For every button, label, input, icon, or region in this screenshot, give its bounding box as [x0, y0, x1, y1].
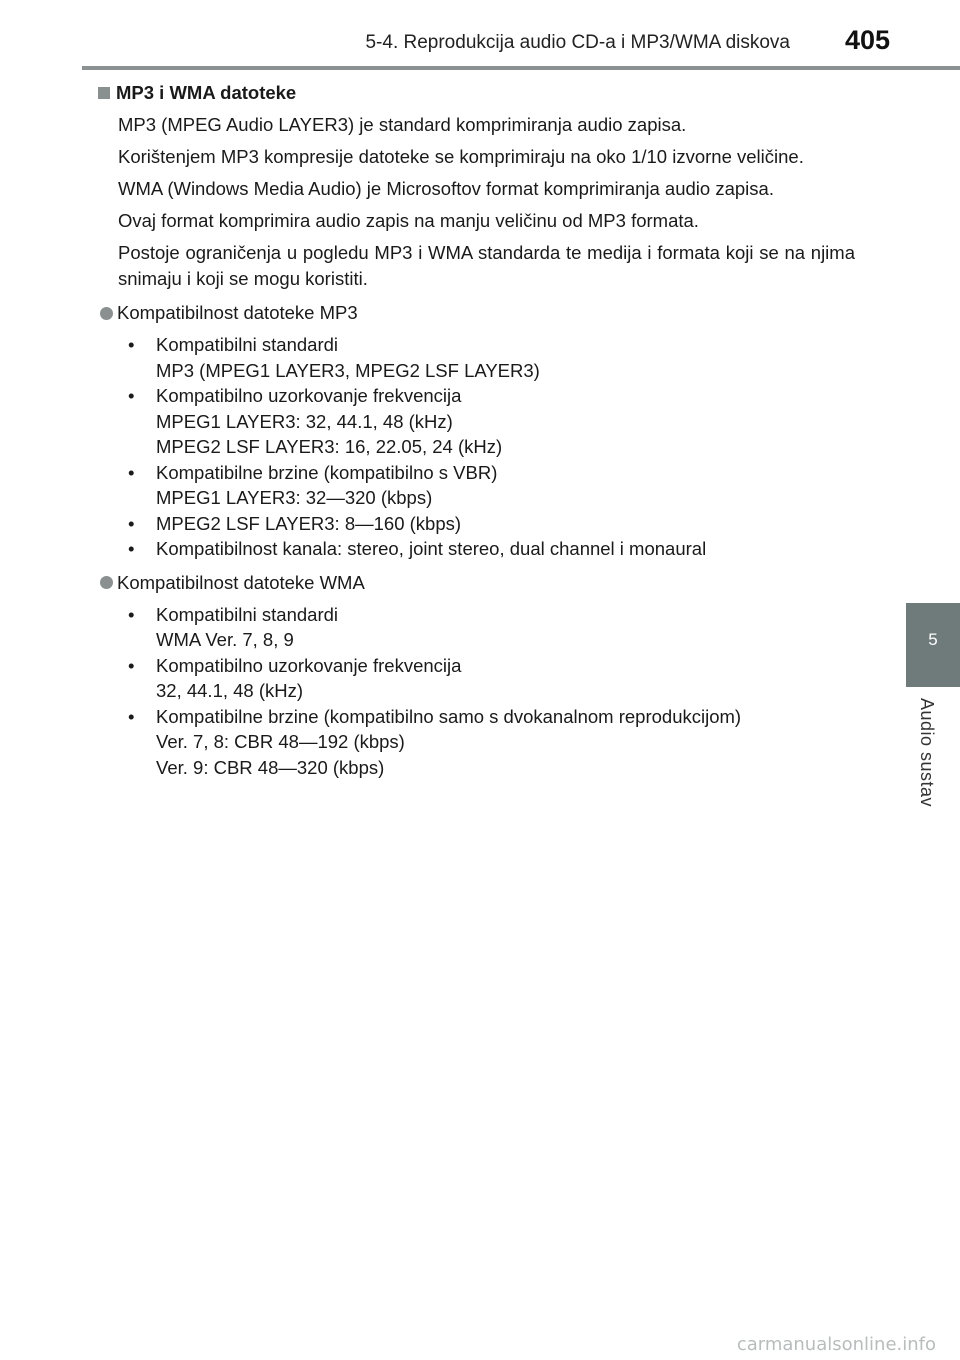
circle-bullet-icon: [100, 576, 113, 589]
circle-bullet-icon: [100, 307, 113, 320]
page-header: [0, 0, 960, 62]
bullet-dot-icon: •: [128, 538, 135, 559]
section-heading-text: MP3 i WMA datoteke: [116, 82, 297, 103]
chapter-label: Audio sustav: [917, 698, 937, 808]
paragraph: Postoje ograničenja u pogledu MP3 i WMA standarda te medija i formata koji se na njima snimaju i koji se mogu koristiti.: [118, 242, 855, 289]
list-item-detail: MPEG1 LAYER3: 32—320 (kbps): [156, 487, 433, 508]
list-item-detail: Ver. 7, 8: CBR 48—192 (kbps): [156, 731, 405, 752]
group-title-text: Kompatibilnost datoteke WMA: [117, 571, 365, 593]
bullet-dot-icon: •: [128, 461, 135, 483]
group-title-text: Kompatibilnost datoteke MP3: [117, 302, 358, 323]
paragraph: WMA (Windows Media Audio) je Microsoftov format komprimiranja audio zapisa.: [118, 178, 774, 199]
square-bullet-icon: [98, 87, 110, 99]
groups-container: [98, 300, 855, 780]
list-item-label: MPEG2 LSF LAYER3: 8—160 (kbps): [156, 512, 462, 534]
list-item-detail: MPEG2 LSF LAYER3: 16, 22.05, 24 (kHz): [156, 436, 503, 457]
group-title: [98, 300, 855, 326]
paragraph: MP3 (MPEG Audio LAYER3) je standard komprimiranja audio zapisa.: [118, 114, 687, 135]
page-number: 405: [844, 25, 890, 55]
list-item-label: Kompatibilne brzine (kompatibilno s VBR): [156, 461, 498, 483]
list-item-label: Kompatibilno uzorkovanje frekvencija: [156, 385, 462, 406]
list-item: [128, 383, 855, 460]
paragraph: Ovaj format komprimira audio zapis na manju veličinu od MP3 formata.: [118, 210, 699, 231]
list-item-detail: 32, 44.1, 48 (kHz): [156, 680, 304, 701]
list-item-label: Kompatibilne brzine (kompatibilno samo s dvokanalnom reprodukcijom): [156, 705, 742, 727]
list-item-detail: WMA Ver. 7, 8, 9: [156, 629, 294, 650]
list-item: [128, 653, 855, 704]
page-content: [98, 80, 855, 780]
bullet-list: [128, 602, 855, 781]
list-item-label: Kompatibilno uzorkovanje frekvencija: [156, 654, 462, 676]
list-item: [128, 332, 855, 383]
list-item-detail: MP3 (MPEG1 LAYER3, MPEG2 LSF LAYER3): [156, 359, 540, 381]
bullet-dot-icon: •: [128, 654, 135, 676]
chapter-label-box: [906, 690, 960, 820]
bullet-dot-icon: •: [128, 603, 135, 625]
bullet-dot-icon: •: [128, 334, 135, 355]
list-item: [128, 460, 855, 511]
header-divider: [82, 66, 960, 70]
chapter-tab: [906, 603, 960, 687]
list-item: [128, 536, 855, 562]
paragraph: Korištenjem MP3 kompresije datoteke se komprimiraju na oko 1/10 izvorne veličine.: [118, 146, 804, 167]
section-title: 5-4. Reprodukcija audio CD-a i MP3/WMA diskova: [365, 32, 790, 53]
bullet-dot-icon: •: [128, 512, 135, 534]
list-item: [128, 602, 855, 653]
list-item: [128, 511, 855, 537]
list-item-label: Kompatibilnost kanala: stereo, joint stereo, dual channel i monaural: [156, 538, 707, 559]
list-item-detail: Ver. 9: CBR 48—320 (kbps): [156, 756, 385, 778]
bullet-dot-icon: •: [128, 705, 135, 727]
group-title: [98, 570, 855, 596]
watermark: carmanualsonline.info: [736, 1334, 936, 1355]
list-item-label: Kompatibilni standardi: [156, 603, 339, 625]
list-item: [128, 704, 855, 781]
bullet-list: [128, 332, 855, 562]
bullet-dot-icon: •: [128, 385, 135, 406]
chapter-number: 5: [928, 630, 938, 649]
section-heading: [98, 80, 855, 106]
list-item-label: Kompatibilni standardi: [156, 334, 339, 355]
list-item-detail: MPEG1 LAYER3: 32, 44.1, 48 (kHz): [156, 410, 453, 432]
